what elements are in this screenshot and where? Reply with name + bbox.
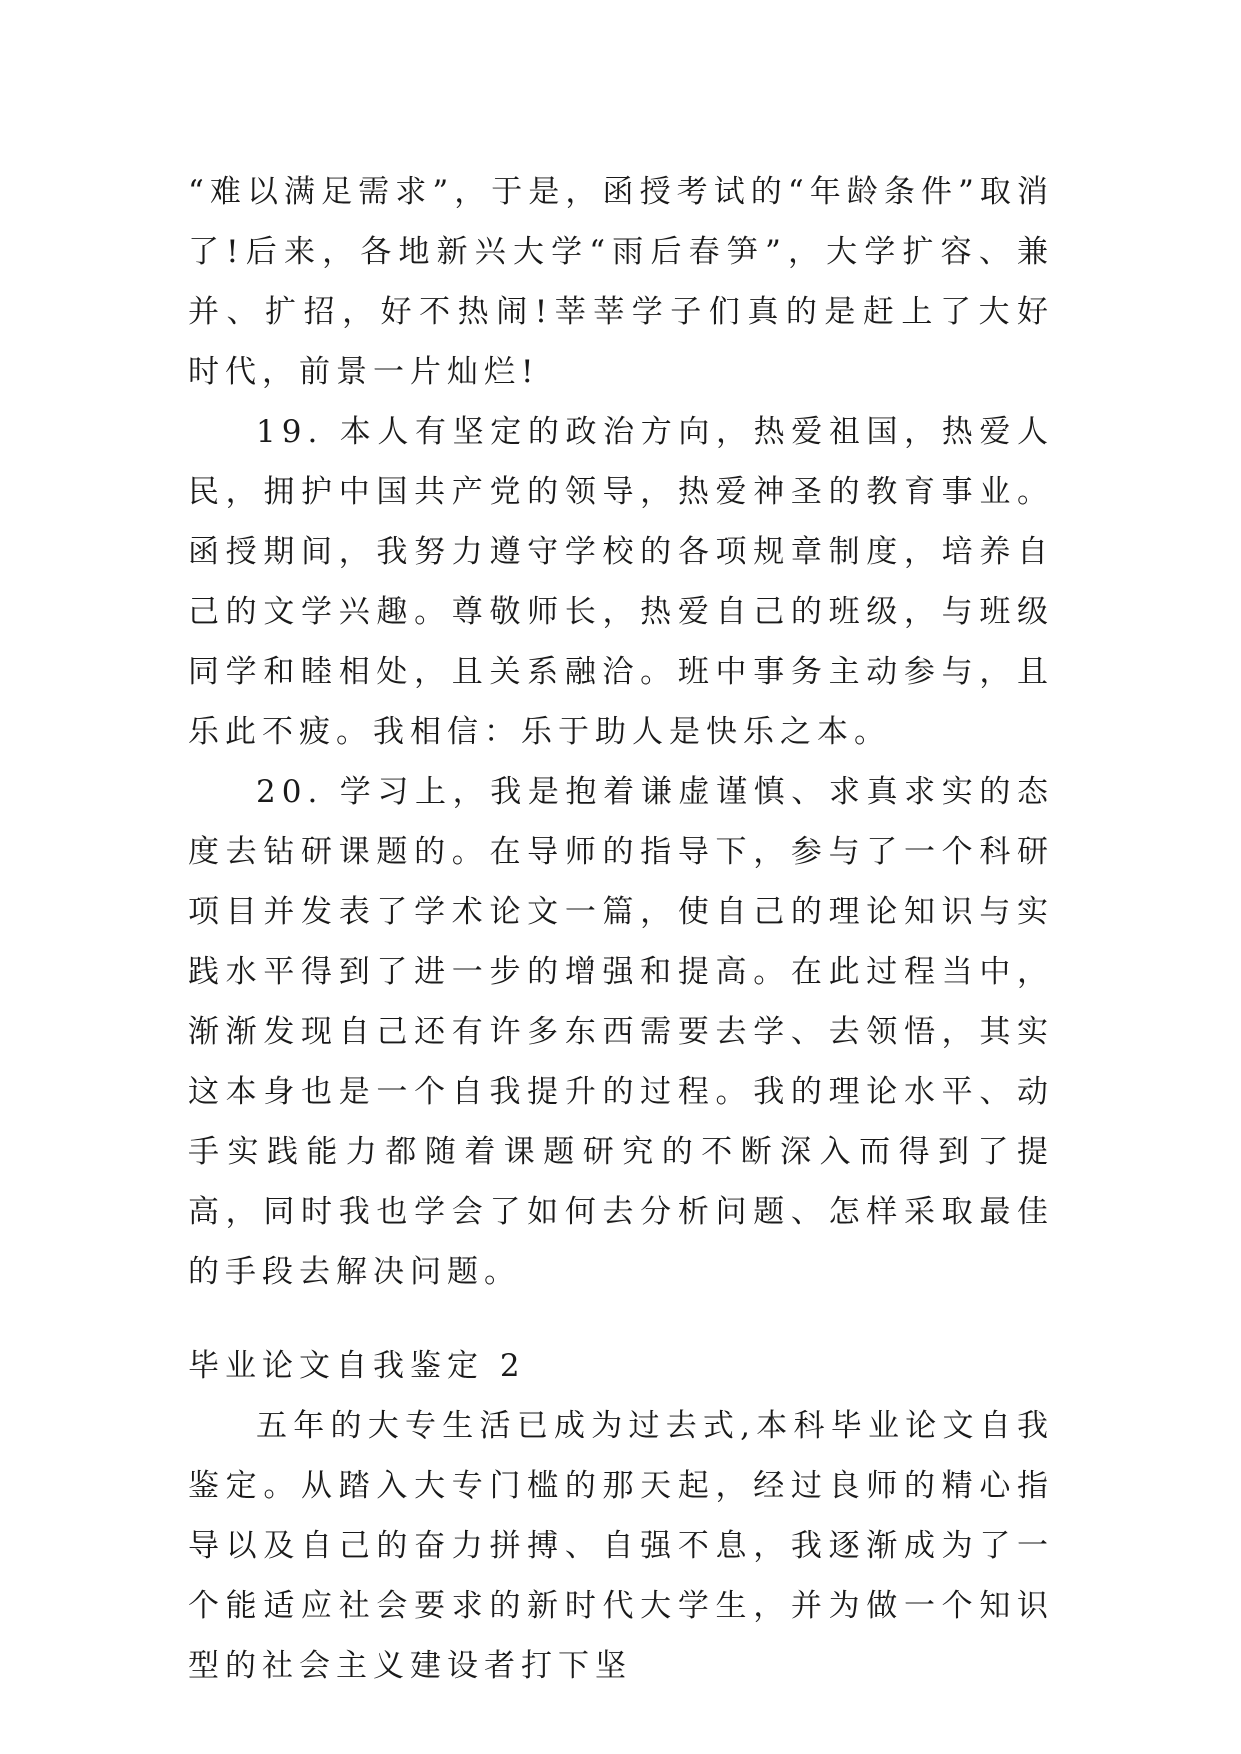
paragraph-item-19: 19. 本人有坚定的政治方向，热爱祖国，热爱人民，拥护中国共产党的领导，热爱神圣的教育事业。函授期间，我努力遵守学校的各项规章制度，培养自己的文学兴趣。尊敬师长，热爱自己的班级，与班级同学和睦相处，且关系融洽。班中事务主动参与，且乐此不疲。我相信：乐于助人是快乐之本。 [188, 414, 1054, 750]
paragraph-continuation: “难以满足需求”，于是，函授考试的“年龄条件”取消了!后来，各地新兴大学“雨后春笋”，大学扩容、兼并、扩招，好不热闹!莘莘学子们真的是赶上了大好时代，前景一片灿烂! [188, 174, 1054, 390]
document-body [188, 162, 1054, 1696]
section-title: 毕业论文自我鉴定 2 [188, 1348, 526, 1384]
paragraph-item-20: 20. 学习上，我是抱着谦虚谨慎、求真求实的态度去钻研课题的。在导师的指导下，参与了一个科研项目并发表了学术论文一篇，使自己的理论知识与实践水平得到了进一步的增强和提高。在此过程当中，渐渐发现自己还有许多东西需要去学、去领悟，其实这本身也是一个自我提升的过程。我的理论水平、动手实践能力都随着课题研究的不断深入而得到了提高，同时我也学会了如何去分析问题、怎样采取最佳的手段去解决问题。 [188, 774, 1054, 1290]
paragraph-section-2-intro: 五年的大专生活已成为过去式,本科毕业论文自我鉴定。从踏入大专门槛的那天起，经过良师的精心指导以及自己的奋力拼搏、自强不息，我逐渐成为了一个能适应社会要求的新时代大学生，并为做一个知识型的社会主义建设者打下坚 [188, 1408, 1054, 1684]
